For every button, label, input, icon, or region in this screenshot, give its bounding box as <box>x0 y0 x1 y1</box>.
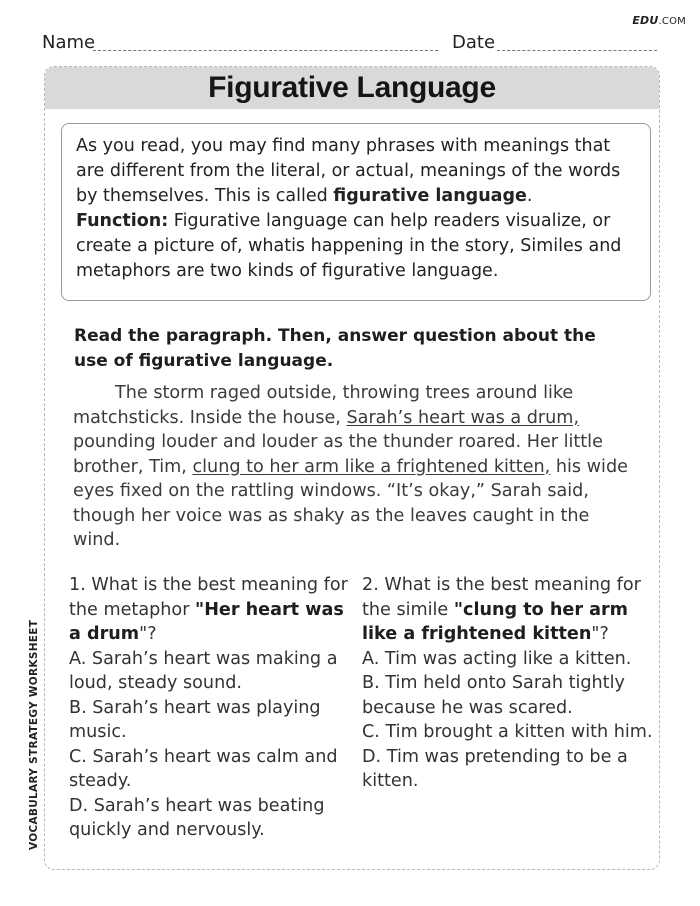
question-2-option-b[interactable]: B. Tim held onto Sarah tightly because he was scared. <box>362 673 625 718</box>
question-2-option-d[interactable]: D. Tim was pretending to be a kitten. <box>362 746 628 791</box>
intro-text-1: As you read, you may find many phrases with meanings that are different from the literal, or actual, meanings of the words by themselves. This is called <box>76 136 621 206</box>
date-label: Date <box>452 32 496 53</box>
worksheet-frame <box>44 66 660 870</box>
question-2-option-a[interactable]: A. Tim was acting like a kitten. <box>362 648 632 669</box>
passage-text-1: The storm raged outside, throwing trees around like matchsticks. Inside the house, <box>73 383 574 428</box>
date-field[interactable] <box>497 50 657 51</box>
intro-text-2: . <box>526 186 533 206</box>
page-title: Figurative Language <box>208 71 496 104</box>
side-label: VOCABULARY STRATEGY WORKSHEET <box>28 619 40 850</box>
function-label: Function: <box>76 211 169 231</box>
instruction: Read the paragraph. Then, answer question about the use of figurative language. <box>74 326 596 371</box>
passage-text-2: pounding louder and louder as the thunder roared. Her little brother, Tim, <box>73 432 603 477</box>
intro-text-3: Figurative language can help readers visualize, or create a picture of, whatis happening in the story, Similes and metaphors are two kinds of figurative language. <box>76 211 622 281</box>
passage <box>73 381 635 553</box>
passage-metaphor: Sarah’s heart was a drum, <box>346 407 580 428</box>
title-bar <box>45 67 659 109</box>
passage-simile: clung to her arm like a frightened kitten, <box>192 456 551 477</box>
question-2-prompt: 2. What is the best meaning for the simile "clung to her arm like a frightened kitten"? <box>362 575 641 644</box>
question-2 <box>362 573 658 794</box>
question-1-prompt: 1. What is the best meaning for the metaphor "Her heart was a drum"? <box>69 575 348 644</box>
question-2-option-c[interactable]: C. Tim brought a kitten with him. <box>362 722 653 742</box>
passage-text-3: his wide eyes fixed on the rattling windows. “It’s okay,” Sarah said, though her voice was as shaky as the leaves caught in the wind. <box>73 456 628 550</box>
question-1 <box>69 573 359 843</box>
intro-box <box>61 123 651 301</box>
question-1-option-b[interactable]: B. Sarah’s heart was playing music. <box>69 697 321 742</box>
intro-term: figurative language <box>333 186 527 206</box>
question-1-option-d[interactable]: D. Sarah’s heart was beating quickly and nervously. <box>69 795 325 840</box>
question-1-option-c[interactable]: C. Sarah’s heart was calm and steady. <box>69 746 338 791</box>
brand-name: EDU <box>632 14 659 27</box>
name-field[interactable] <box>93 50 438 51</box>
brand-suffix: .COM <box>658 16 686 27</box>
name-label: Name <box>42 32 96 53</box>
question-2-quote: "clung to her arm like a frightened kitten <box>362 599 629 644</box>
brand-logo <box>632 14 686 27</box>
question-1-quote: "Her heart was a drum <box>69 599 344 644</box>
question-1-option-a[interactable]: A. Sarah’s heart was making a loud, steady sound. <box>69 648 338 693</box>
